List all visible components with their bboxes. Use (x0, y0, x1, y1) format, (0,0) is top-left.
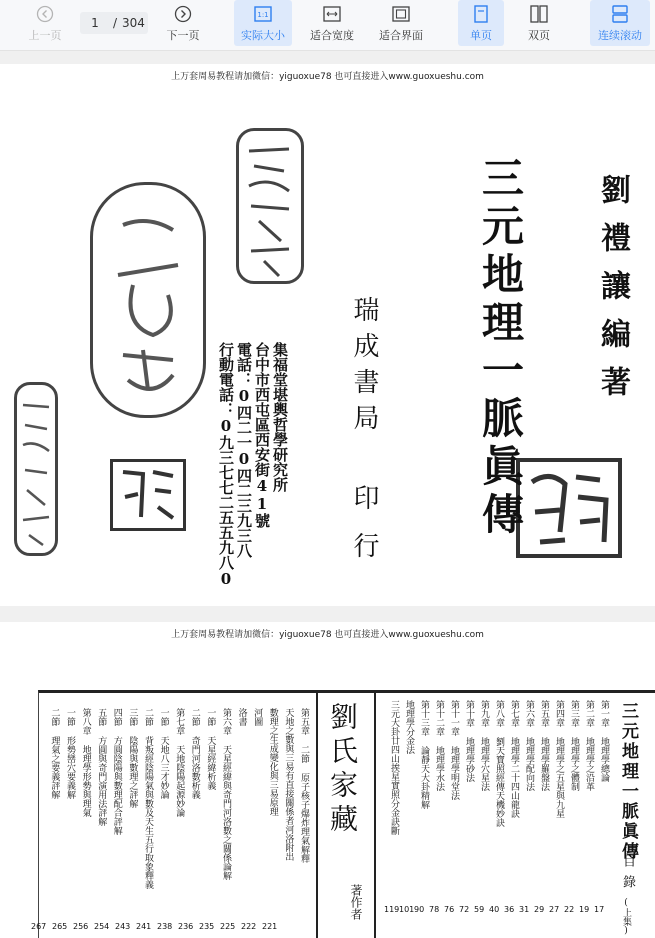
section-entry[interactable]: 一節 天星經緯析義 (205, 708, 216, 790)
chevron-right-icon (173, 4, 193, 24)
fit-width-label: 适合宽度 (310, 28, 354, 42)
chapter-page-number: 76 (444, 905, 455, 914)
section-entry[interactable]: 一節 天地八三才妙論 (158, 708, 169, 799)
section-page-number: 236 (178, 922, 194, 931)
stamp-left-long (14, 382, 58, 556)
section-page-number: 235 (199, 922, 215, 931)
single-page-label: 单页 (470, 28, 492, 42)
chapter-entry[interactable]: 第十二章 地理學水法 (434, 700, 444, 791)
page-indicator (80, 12, 148, 34)
printed-by: 印行 (349, 484, 379, 580)
page-total: 304 (122, 16, 145, 30)
chapter-entry[interactable]: 第十章 地理學砂法 (464, 700, 474, 782)
section-page-number: 254 (94, 922, 110, 931)
address-line-2: 台中市西屯區西安街41號 (253, 342, 271, 528)
chapter-entry[interactable]: 第六章 地理學配向法 (524, 700, 534, 791)
chevron-left-icon (35, 4, 55, 24)
chapter-entry[interactable]: 第八章 劉天寶照經傳天機妙訣 (494, 700, 504, 827)
section-page-number: 238 (157, 922, 173, 931)
section-page-number: 221 (262, 922, 278, 931)
section-page-number: 256 (73, 922, 89, 931)
chapter-entry[interactable]: 第四章 地理學之五星與九星 (554, 700, 564, 818)
chapter-page-number: 40 (489, 905, 500, 914)
chapter-entry[interactable]: 第十一章 地理學明堂法 (449, 700, 459, 800)
section-entry[interactable]: 第七章 天地陰陽起源妙論 (174, 708, 185, 817)
chapter-page-number: 19 (579, 905, 590, 914)
section-entry[interactable]: 第八章 地理學形勢與理氣 (80, 708, 91, 817)
chapter-page-number: 31 (519, 905, 530, 914)
svg-text:1:1: 1:1 (257, 10, 269, 19)
section-page-number: 267 (31, 922, 47, 931)
fit-page-icon (391, 4, 411, 24)
chapter-entry[interactable]: 第五章 地理學羅盤法 (539, 700, 549, 791)
chapter-page-number: 101 (399, 905, 415, 914)
chapter-entry[interactable]: 第七章 地理學二十四山龍訣 (509, 700, 519, 818)
chapter-page-number: 78 (429, 905, 440, 914)
square-seal-left (110, 459, 186, 531)
chapter-page-number: 29 (534, 905, 545, 914)
section-entry[interactable]: 五節 方圓與奇門演用法評解 (96, 708, 107, 826)
document-page-2 (0, 622, 655, 938)
toc-label: 目錄 (620, 854, 635, 896)
chapter-entry[interactable]: 第十三章 論靜天大卦精解 (419, 700, 429, 809)
fit-page-label: 适合界面 (379, 28, 423, 42)
actual-size-icon (253, 4, 273, 24)
actual-size-button[interactable] (234, 0, 292, 46)
document-page-1 (0, 64, 655, 606)
oval-seal-large (90, 182, 206, 418)
continuous-scroll-button[interactable] (590, 0, 650, 46)
section-page-number: 241 (136, 922, 152, 931)
address-line-1: 集福堂堪輿哲學研究所 (271, 342, 289, 492)
chapter-entry[interactable]: 三元大卦廿四山挨星實照分金訣斷 (389, 700, 399, 835)
publisher-name: 瑞成書局 (349, 296, 379, 440)
chapter-page-number: 27 (549, 905, 560, 914)
chapter-entry[interactable]: 第二章 地理學之沿革 (584, 700, 594, 791)
chapter-page-number: 72 (459, 905, 470, 914)
chapter-page-number: 22 (564, 905, 575, 914)
section-entry[interactable]: 第六章 天星經緯與奇門河洛數之關係論解 (221, 708, 231, 880)
fit-width-icon (322, 4, 342, 24)
section-entry[interactable]: 洛書 (236, 708, 247, 726)
section-entry[interactable]: 河圖 (252, 708, 263, 726)
address-line-3: 電話：0四二一0四二三九三八 (235, 342, 253, 558)
chapter-page-number: 36 (504, 905, 515, 914)
book-author: 劉禮讓編著 (595, 174, 630, 414)
chapter-page-number: 119 (384, 905, 400, 914)
section-entry[interactable]: 二節 理氣之要義評解 (49, 708, 60, 799)
actual-size-label: 实际大小 (241, 28, 285, 42)
address-line-4: 行動電話：0九三七七二五五九八0 (217, 342, 235, 588)
volume-label: (上集) (621, 898, 631, 936)
section-page-number: 243 (115, 922, 131, 931)
section-page-number: 222 (241, 922, 257, 931)
double-page-icon (529, 4, 549, 24)
fit-page-button[interactable] (372, 0, 430, 46)
double-page-label: 双页 (528, 28, 550, 42)
section-entry[interactable]: 二節 背叛經陰陽氣與數及天生五行取象釋義 (143, 708, 153, 889)
continuous-scroll-icon (610, 4, 630, 24)
prev-page-label: 上一页 (28, 28, 62, 42)
chapter-entry[interactable]: 第九章 地理學穴星法 (479, 700, 489, 791)
next-page-button[interactable] (160, 0, 206, 46)
toc-book-title: 三元地理一脈眞傳 (618, 702, 638, 862)
section-entry[interactable]: 一節 形勢巒穴要義解 (65, 708, 75, 799)
section-entry[interactable]: 二節 奇門河洛數析義 (189, 708, 200, 799)
chapter-page-number: 17 (594, 905, 605, 914)
square-seal-right (516, 458, 622, 558)
section-entry[interactable]: 數理之生成變化與三易原理 (267, 708, 278, 816)
single-page-icon (471, 4, 491, 24)
section-page-number: 265 (52, 922, 68, 931)
next-page-label: 下一页 (166, 28, 200, 42)
family-collection-title: 劉氏家藏 (326, 702, 359, 838)
page-watermark: 上万套周易教程请加微信：yiguoxue78 也可直接进入www.guoxueshu.com (171, 630, 484, 640)
chapter-page-number: 90 (414, 905, 425, 914)
page-watermark: 上万套周易教程请加微信：yiguoxue78 也可直接进入www.guoxueshu.com (171, 72, 484, 82)
section-entry[interactable]: 第五章 二節 原子核子爆炸理氣解釋 (299, 708, 309, 863)
page-current-input[interactable]: 1 (91, 16, 99, 30)
stamp-top-small (236, 128, 304, 284)
double-page-button[interactable] (516, 0, 562, 46)
chapter-entry[interactable]: 地理學分金法 (404, 700, 414, 754)
prev-page-button[interactable] (22, 0, 68, 46)
book-title: 三元地理一脈眞傳 (476, 156, 525, 540)
page-separator: / (112, 16, 118, 30)
section-page-number: 225 (220, 922, 236, 931)
chapter-entry[interactable]: 第三章 地理學之體制 (569, 700, 579, 791)
section-entry[interactable]: 三節 陰陽與數理之評解 (127, 708, 138, 808)
viewer-toolbar (0, 0, 655, 51)
chapter-page-number: 59 (474, 905, 485, 914)
author-note: 著作者 (349, 884, 363, 920)
section-entry[interactable]: 四節 方圓陰陽與數理配合評解 (111, 708, 122, 835)
section-entry[interactable]: 天地之數與三易有直接關係者河洛附出 (283, 708, 294, 861)
fit-width-button[interactable] (302, 0, 362, 46)
chapter-entry[interactable]: 第一章 地理學總論 (599, 700, 609, 782)
continuous-scroll-label: 连续滚动 (598, 28, 642, 42)
single-page-button[interactable] (458, 0, 504, 46)
